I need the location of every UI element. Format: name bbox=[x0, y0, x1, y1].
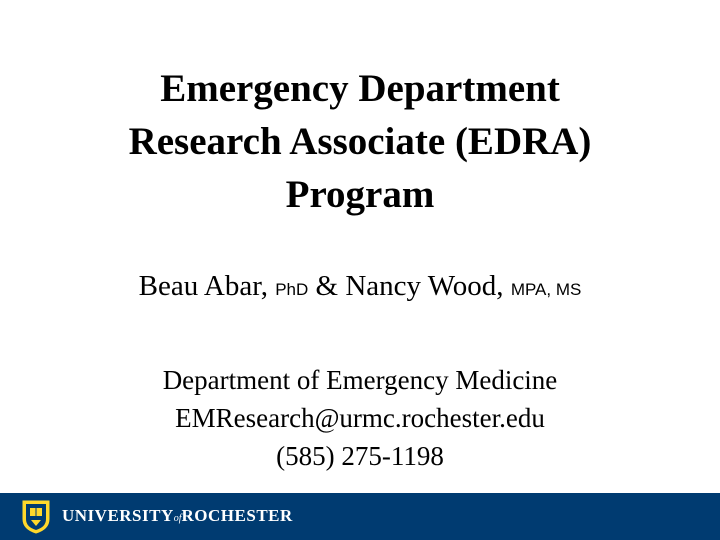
university-wordmark bbox=[62, 505, 293, 530]
contact-email: EMResearch@urmc.rochester.edu bbox=[175, 403, 545, 433]
author-1-name: Beau Abar, bbox=[138, 270, 268, 302]
author-2-name: Nancy Wood, bbox=[345, 270, 504, 302]
title-line-3: Program bbox=[285, 173, 435, 216]
title-line-2: Research Associate (EDRA) bbox=[128, 120, 592, 163]
wordmark-rochester: ROCHESTER bbox=[181, 506, 293, 525]
university-seal-icon bbox=[21, 499, 51, 534]
wordmark-university: UNIVERSITY bbox=[62, 506, 174, 525]
author-2-degree: MPA, MS bbox=[510, 280, 582, 299]
author-1-degree: PhD bbox=[275, 280, 309, 299]
wordmark-of: of bbox=[173, 513, 182, 524]
slide-title bbox=[0, 62, 720, 221]
contact-block bbox=[0, 361, 720, 475]
authors-line bbox=[0, 266, 720, 310]
author-connector: & bbox=[315, 270, 339, 302]
contact-phone: (585) 275-1198 bbox=[276, 441, 444, 471]
department-name: Department of Emergency Medicine bbox=[162, 365, 558, 395]
title-line-1: Emergency Department bbox=[160, 67, 560, 110]
footer-bar bbox=[0, 493, 720, 540]
